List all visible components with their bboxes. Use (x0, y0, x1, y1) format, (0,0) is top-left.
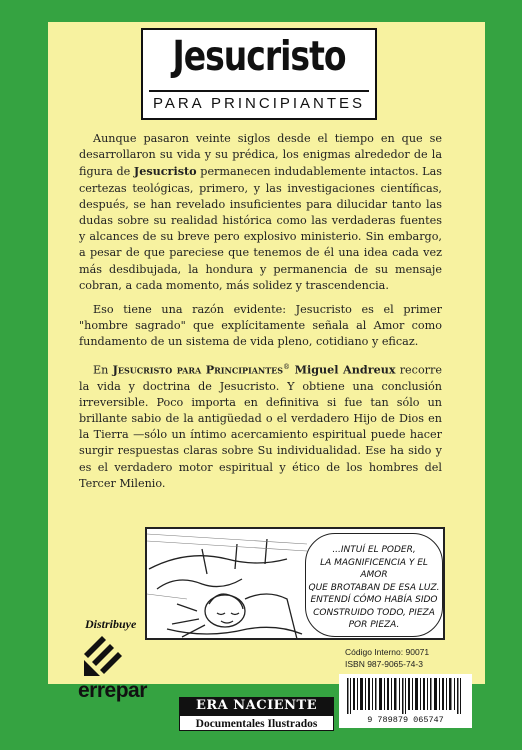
synopsis-paragraph-1 (79, 131, 442, 294)
title-box (141, 28, 377, 120)
speech-bubble (305, 533, 443, 637)
speech-line: POR PIEZA. (348, 620, 400, 630)
comic-illustration (145, 527, 445, 640)
registered-mark: ® (283, 362, 291, 371)
speech-line: ENTENDÍ CÓMO HABÍA SIDO (310, 595, 438, 605)
p1-bold-name: Jesucristo (133, 164, 197, 179)
series-title: ERA NACIENTE (179, 697, 334, 715)
speech-line: QUE BROTABAN DE ESA LUZ. (308, 582, 440, 593)
barcode-bars (345, 678, 466, 714)
p3-author: Miguel Andreux (290, 362, 396, 377)
speech-line: CONSTRUIDO TODO, PIEZA (313, 607, 435, 618)
errepar-logo-icon (82, 634, 126, 678)
speech-line: LA MAGNIFICENCIA Y EL AMOR (320, 557, 428, 580)
p1-text-b: permanecen indudablemente intactos. Las certezas teológicas, primero, y las investigaciones científicas, después, se han revelado insuficientes para dilucidar tanto las dudas sobre su realidad histórica como las verdaderas fuentes y alcances de su breve pero explosivo ministerio. Sin embargo, a pesar de que pareciese que tenemos de él una idea cada vez más desdibujada, la hondura y permanencia de su mensaje cobran, a cada momento, más solidez y trascendencia. (79, 165, 442, 292)
book-codes (345, 646, 429, 670)
distributor-name: errepar (78, 679, 147, 702)
synopsis-paragraph-2: Eso tiene una razón evidente: Jesucristo es el primer "hombre sagrado" que explícitamente señala al Amor como fundamento de un sistema de vida pleno, cotidiano y eficaz. (79, 303, 442, 349)
speech-text (306, 544, 442, 632)
figure-drawing (147, 529, 307, 639)
internal-code: Código Interno: 90071 (345, 647, 430, 657)
book-title: Jesucristo (172, 31, 346, 80)
title-divider (149, 90, 369, 92)
p3-book-name: Jesucristo para Principiantes (112, 362, 284, 377)
isbn: ISBN 987-9065-74-3 (345, 659, 423, 669)
book-subtitle: PARA PRINCIPIANTES (152, 95, 366, 112)
speech-line: ...INTUÍ EL PODER, (332, 545, 416, 555)
p3-text-a: En (93, 363, 113, 377)
distributor-label: Distribuye (85, 617, 137, 631)
p1-text-a: Aunque pasaron veinte siglos desde el tiempo en que se desarrollaron su vida y su prédica, los enigmas alrededor de la figura de (79, 132, 442, 179)
series-subtitle: Documentales Ilustrados (179, 715, 334, 731)
barcode (339, 674, 472, 728)
synopsis-paragraph-3 (79, 359, 442, 492)
synopsis (79, 131, 442, 500)
p3-text-b: recorre la vida y doctrina de Jesucristo. Y obtiene una conclusión irreversible. Poco importa en definitiva si fue tan sólo un brillante sabio de la antigüedad o el verdadero Hijo de Dios en la Tierra —sólo un íntimo acercamiento espiritual puede hacer surgir respuestas claras sobre Su individualidad. Ese ha sido y es el verdadero motor espiritual y ético de los hombres del Tercer Milenio. (79, 363, 442, 490)
barcode-number: 9 789879 065747 (367, 715, 444, 725)
